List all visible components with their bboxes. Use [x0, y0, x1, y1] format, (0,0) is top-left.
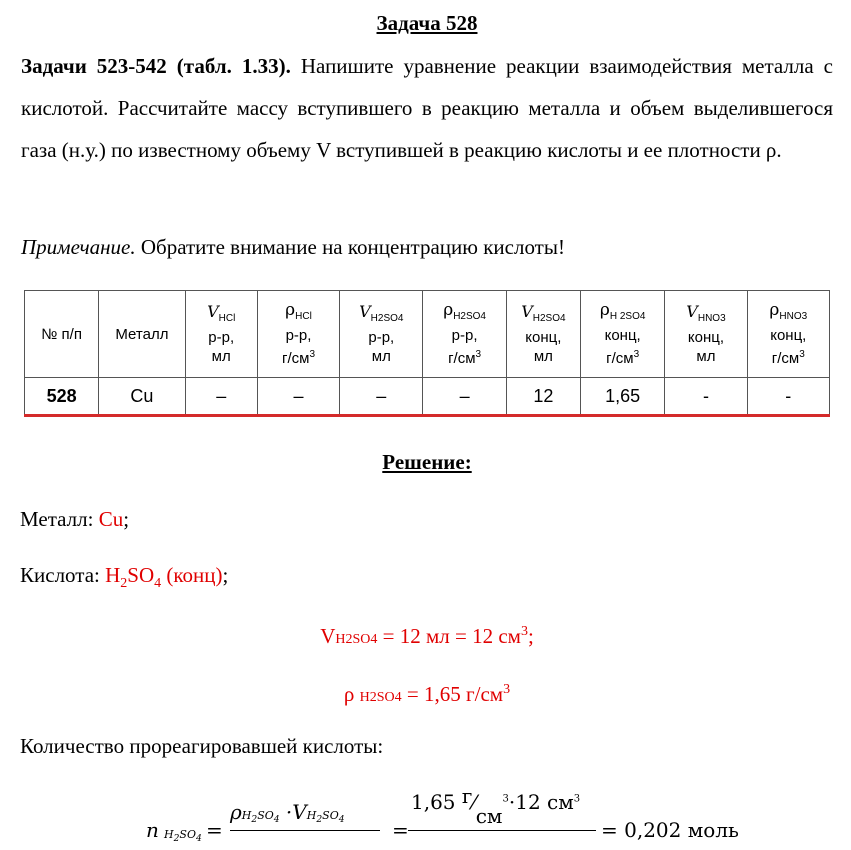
header-v-hno3: $V_{HNO3}$ конц, мл: [665, 291, 747, 378]
cell-v-h2so4-solution: –: [340, 378, 423, 416]
amount-formula: n $H_2SO_4$ = $\rho H_2SO_4 \cdot VH_2SO_4$ = 1,65 $г⁄см^3\cdot 12$ $см^3$ = 0,202 моль: [146, 784, 739, 845]
header-num: № п/п: [25, 291, 99, 378]
task-text: Напишите уравнение реакции взаимодействия металла с кислотой. Рассчитайте массу вступившего в реакцию металла и объем выделившегося газа (н.у.) по известному объему V вступившей в реакцию кислоты и ее плотности ρ.: [21, 54, 833, 162]
note-text: Обратите внимание на концентрацию кислоты!: [135, 235, 565, 259]
cell-v-h2so4-conc: 12: [506, 378, 580, 416]
metal-value: Cu: [98, 507, 124, 531]
header-rho-h2so4-solution: $\rho_{H2SO4}$ р-р, $г/см^3$: [423, 291, 506, 378]
amount-label: Количество прореагировавшей кислоты:: [20, 734, 384, 758]
table-row: [25, 378, 830, 416]
cell-rho-hno3: -: [747, 378, 829, 416]
cell-metal: Cu: [99, 378, 185, 416]
header-rho-hcl: $\rho_{HCl}$ р-р, $г/см^3$: [257, 291, 339, 378]
note-label: Примечание.: [21, 235, 136, 259]
task-range: Задачи 523-542 (табл. 1.33).: [21, 54, 291, 78]
task-title: Задача 528: [376, 11, 478, 35]
cell-rho-hcl: –: [257, 378, 339, 416]
cell-v-hno3: -: [665, 378, 747, 416]
acid-line: Кислота: $H_2SO_4$ (конц);: [20, 563, 229, 592]
solution-title: Решение:: [382, 450, 472, 474]
table-header-row: [25, 291, 830, 378]
data-table: [24, 290, 830, 417]
volume-line: VH2SO4 = 12 мл = 12 $см^3$;: [320, 624, 534, 648]
density-line: ρ H2SO4 = 1,65 $г/см^3$: [343, 682, 511, 706]
cell-rho-h2so4-solution: –: [423, 378, 506, 416]
header-v-hcl: $V_{HCl}$ р-р, мл: [185, 291, 257, 378]
header-v-h2so4-solution: $V_{H2SO4}$ р-р, мл: [340, 291, 423, 378]
metal-line: Металл: Cu;: [20, 507, 130, 531]
header-metal: Металл: [99, 291, 185, 378]
header-rho-h2so4-conc: $\rho_{H 2SO4}$ конц, $г/см^3$: [581, 291, 665, 378]
header-rho-hno3: $\rho_{HNO3}$ конц, $г/см^3$: [747, 291, 829, 378]
cell-v-hcl: –: [185, 378, 257, 416]
cell-num: 528: [25, 378, 99, 416]
task-statement: [21, 45, 833, 171]
task-note: [21, 230, 565, 264]
cell-rho-h2so4-conc: 1,65: [581, 378, 665, 416]
header-v-h2so4-conc: $V_{H2SO4}$ конц, мл: [506, 291, 580, 378]
acid-value: $H_2SO_4$ (конц): [105, 563, 223, 592]
